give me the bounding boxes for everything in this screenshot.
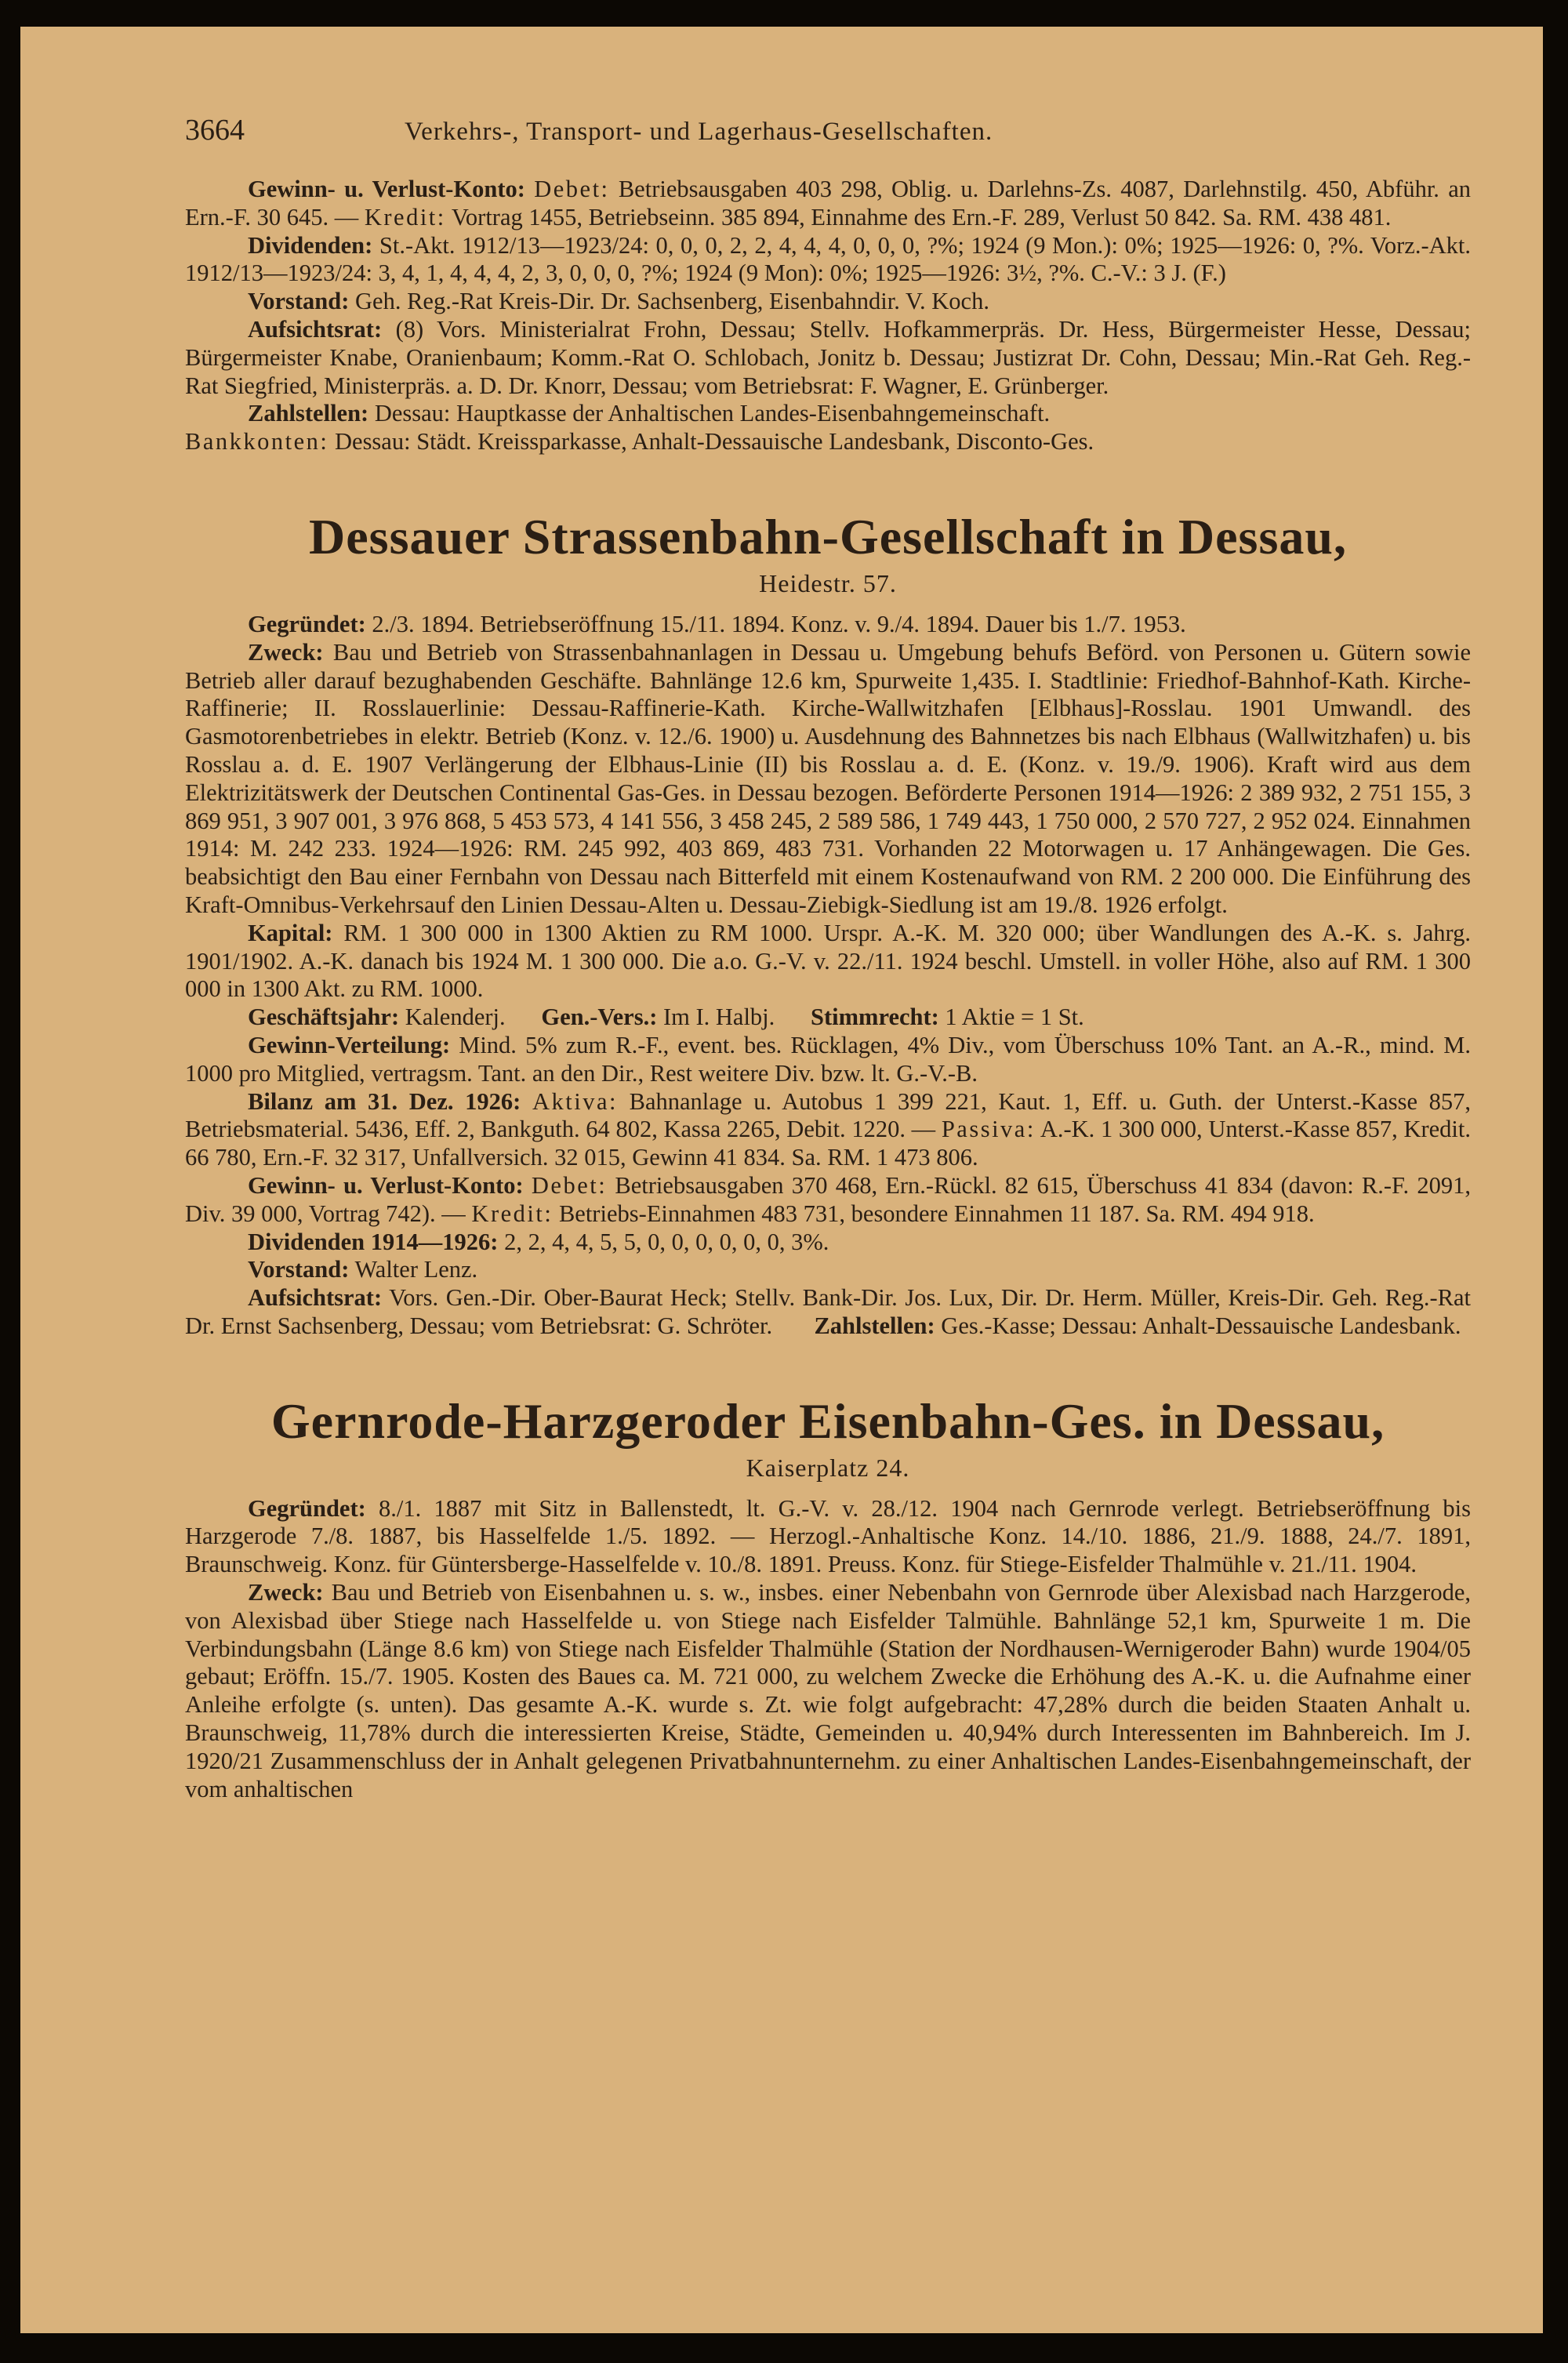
kredit-label: Kredit: <box>364 203 446 230</box>
company-title-dessauer-strassenbahn: Dessauer Strassenbahn-Gesellschaft in Dessau, <box>309 508 1347 564</box>
entry-text: Bau und Betrieb von Strassenbahnanlagen in Dessau u. Umgebung behufs Beförd. von Personen u. Gütern sowie Betrieb aller darauf bezughabenden Geschäfte. Bahnlänge 12.6 km, Spurweite 1,435. I. Stadtlinie: Friedhof-Bahnhof-Kath. Kirche-Raffinerie; II. Rosslauerlinie: Dessau-Raffinerie-Kath. Kirche-Wallwitzhafen [Elbhaus]-Rosslau. 1901 Umwandl. des Gasmotorenbetriebes in elektr. Betrieb (Konz. v. 12./6. 1900) u. Ausdehnung des Bahnnetzes bis nach Elbhaus (Wallwitzhafen) u. bis Rosslau a. d. E. 1907 Verlängerung der Elbhaus-Linie (II) bis Rosslau a. d. E. (Konz. v. 19./9. 1906). Kraft wird aus dem Elektrizitätswerk der Deutschen Continental Gas-Ges. in Dessau bezogen. Beförderte Personen 1914—1926: 2 389 932, 2 751 155, 3 869 951, 3 907 001, 3 976 868, 5 453 573, 4 141 556, 3 458 245, 2 589 586, 1 749 443, 1 750 000, 2 570 727, 2 952 024. Einnahmen 1914: M. 242 233. 1924—1926: RM. 245 992, 403 869, 483 731. Vorhanden 22 Motorwagen u. 17 Anhängewagen. Die Ges. beabsichtigt den Bau einer Fernbahn von Dessau nach Bitterfeld mit einem Kostenaufwand von RM. 2 200 000. Die Einführung des Kraft-Omnibus-Verkehrsauf den Linien Dessau-Alten u. Dessau-Ziebigk-Siedlung ist am 19./8. 1926 erfolgt. <box>185 638 1471 918</box>
entry-label: Geschäftsjahr: <box>248 1004 400 1031</box>
entry-text: (8) Vors. Ministerialrat Frohn, Dessau; Stellv. Hofkammerpräs. Dr. Hess, Bürgermeister Hesse, Dessau; Bürgermeister Knabe, Oranienbaum; Komm.-Rat O. Schlobach, Jonitz b. Dessau; Justizrat Dr. Cohn, Dessau; Min.-Rat Geh. Reg.-Rat Siegfried, Ministerpräs. a. D. Dr. Knorr, Dessau; vom Betriebsrat: F. Wagner, E. Grünberger. <box>185 315 1472 399</box>
entry-text: Dessau: Hauptkasse der Anhaltischen Landes-Eisenbahngemeinschaft. <box>374 400 1051 427</box>
entry-label: Vorstand: <box>248 1256 350 1283</box>
running-head <box>185 113 1471 147</box>
entry-label: Zweck: <box>248 1579 324 1606</box>
entry-label: Vorstand: <box>248 288 350 315</box>
zweck-entry <box>185 1579 1471 1803</box>
gegruendet-entry <box>185 611 1471 639</box>
entry-label: Gewinn- u. Verlust-Konto: <box>248 176 525 202</box>
book-page <box>20 27 1543 2333</box>
company-title-gernrode-harzgeroder: Gernrode-Harzgeroder Eisenbahn-Ges. in Dessau, <box>270 1392 1385 1449</box>
entry-text: Mind. 5% zum R.-F., event. bes. Rücklagen, 4% Div., vom Überschuss 10% Tant. an A.-R., mind. M. 1000 pro Mitglied, vertragsm. Tant. an den Dir., Rest weitere Div. bzw. lt. G.-V.-B. <box>185 1031 1472 1087</box>
entry-label: Kapital: <box>248 919 333 946</box>
prev-bankkonten-entry <box>185 428 1471 456</box>
kredit-text: Vortrag 1455, Betriebseinn. 385 894, Einnahme des Ern.-F. 289, Verlust 50 842. Sa. RM. 438 481. <box>451 203 1392 230</box>
debet-text: Betriebsausgaben 403 298, Oblig. u. Darlehns-Zs. 4087, Darlehnstilg. 450, Abführ. an Ern.-F. 30 645. — <box>185 176 1472 230</box>
gegruendet-entry <box>185 1495 1471 1579</box>
entry-text: St.-Akt. 1912/13—1923/24: 0, 0, 0, 2, 2, 4, 4, 4, 0, 0, 0, ?%; 1924 (9 Mon.): 0%; 1925—1926: 0, ?%. Vorz.-Akt. 1912/13—1923/24: 3, 4, 1, 4, 4, 4, 2, 3, 0, 0, 0, ?%; 1924 (9 Mon): 0%; 1925—1926: 3½, ?%. C.-V.: 3 J. (F.) <box>185 231 1471 287</box>
entry-text: RM. 1 300 000 in 1300 Aktien zu RM 1000. Urspr. A.-K. M. 320 000; über Wandlungen des A.-K. s. Jahrg. 1901/1902. A.-K. danach bis 1924 M. 1 300 000. Die a.o. G.-V. v. 22./11. 1924 beschl. Umstell. in voller Höhe, also auf RM. 1 300 000 in 1300 Akt. zu RM. 1000. <box>185 919 1472 1003</box>
entry-text: Bau und Betrieb von Eisenbahnen u. s. w., insbes. einer Nebenbahn von Gernrode über Alexisbad nach Harzgerode, von Alexisbad über Stiege nach Hasselfelde u. von Stiege nach Eisfelder Talmühle. Bahnlänge 52,1 km, Spurweite 1 m. Die Verbindungsbahn (Länge 8.6 km) von Stiege nach Eisfelder Thalmühle (Station der Nordhausen-Wernigeroder Bahn) wurde 1904/05 gebaut; Eröffn. 15./7. 1905. Kosten des Baues ca. M. 721 000, zu welchem Zwecke die Erhöhung des A.-K. u. die Aufnahme einer Anleihe erfolgte (s. unten). Das gesamte A.-K. wurde s. Zt. wie folgt aufgebracht: 47,28% durch die beiden Staaten Anhalt u. Braunschweig, 11,78% durch die interessierten Kreise, Städte, Gemeinden u. 40,94% durch Interessenten im Bahnbereich. Im J. 1920/21 Zusammenschluss der in Anhalt gelegenen Privatbahnunternehm. zu einer Anhaltischen Landes-Eisenbahngemeinschaft, der vom anhaltischen <box>185 1579 1472 1802</box>
company-address: Kaiserplatz 24. <box>746 1453 910 1482</box>
entry-label: Zahlstellen: <box>248 400 369 427</box>
passiva-label: Passiva: <box>941 1116 1036 1143</box>
stimmrecht-label: Stimmrecht: <box>811 1004 939 1031</box>
stimmrecht-text: 1 Aktie = 1 St. <box>945 1004 1084 1031</box>
entry-text: Walter Lenz. <box>354 1256 478 1283</box>
prev-zahlstellen-entry <box>185 400 1471 428</box>
entry-label: Gewinn- u. Verlust-Konto: <box>248 1171 524 1199</box>
dividenden-entry <box>185 1229 1471 1257</box>
entry-text: 2./3. 1894. Betriebseröffnung 15./11. 1894. Konz. v. 9./4. 1894. Dauer bis 1./7. 1953. <box>372 610 1186 637</box>
debet-text: Betriebsausgaben 370 468, Ern.-Rückl. 82 615, Überschuss 41 834 (davon: R.-F. 2091, Div. 39 000, Vortrag 742). — <box>185 1171 1471 1227</box>
entry-label: Bilanz am 31. Dez. 1926: <box>248 1087 521 1115</box>
kredit-text: Betriebs-Einnahmen 483 731, besondere Einnahmen 11 187. Sa. RM. 494 918. <box>558 1200 1315 1227</box>
entry-label: Gewinn-Verteilung: <box>248 1031 451 1058</box>
genvers-text: Im I. Halbj. <box>662 1004 775 1031</box>
entry-label: Bankkonten: <box>185 428 329 456</box>
entry-text: Kalenderj. <box>405 1004 506 1031</box>
kredit-label: Kredit: <box>471 1200 554 1227</box>
geschaeftsjahr-entry <box>185 1004 1471 1032</box>
aktiva-text: Bahnanlage u. Autobus 1 399 221, Kaut. 1, Eff. u. Guth. der Unterst.-Kasse 857, Betriebsmaterial. 5436, Eff. 2, Bankguth. 64 802, Kassa 2265, Debit. 1220. — <box>185 1087 1472 1143</box>
entry-label: Aufsichtsrat: <box>248 1284 383 1312</box>
debet-label: Debet: <box>531 1171 608 1199</box>
entry-text: Vors. Gen.-Dir. Ober-Baurat Heck; Stellv. Bank-Dir. Jos. Lux, Dir. Dr. Herm. Müller, Kreis-Dir. Geh. Reg.-Rat Dr. Ernst Sachsenberg, Dessau; vom Betriebsrat: G. Schröter. <box>185 1284 1472 1339</box>
page-number: 3664 <box>185 114 245 147</box>
prev-dividenden-entry <box>185 232 1471 289</box>
vorstand-entry <box>185 1256 1471 1284</box>
entry-label: Zweck: <box>248 638 324 666</box>
entry-label: Aufsichtsrat: <box>248 315 383 343</box>
zahlstellen-label: Zahlstellen: <box>814 1312 935 1339</box>
genvers-label: Gen.-Vers.: <box>541 1004 658 1031</box>
page-content <box>185 113 1471 1803</box>
prev-vorstand-entry <box>185 288 1471 316</box>
entry-text: 8./1. 1887 mit Sitz in Ballenstedt, lt. G.-V. v. 28./12. 1904 nach Gernrode verlegt. Betriebseröffnung bis Harzgerode 7./8. 1887, bis Hasselfelde 1./5. 1892. — Herzogl.-Anhaltische Konz. 14./10. 1886, 21./9. 1888, 24./7. 1891, Braunschweig. Konz. für Güntersberge-Hasselfelde v. 10./8. 1891. Preuss. Konz. für Stiege-Eisfelder Thalmühle v. 21./11. 1904. <box>185 1494 1472 1578</box>
debet-label: Debet: <box>534 176 610 202</box>
prev-gewinn-verlust-entry <box>185 176 1471 232</box>
gewinnverteilung-entry <box>185 1032 1471 1088</box>
aufsichtsrat-entry <box>185 1284 1471 1341</box>
entry-label: Gegründet: <box>248 1494 366 1522</box>
entry-label: Dividenden 1914—1926: <box>248 1228 499 1255</box>
company-address: Heidestr. 57. <box>759 568 897 597</box>
entry-text: Dessau: Städt. Kreissparkasse, Anhalt-Dessauische Landesbank, Disconto-Ges. <box>335 428 1094 456</box>
bilanz-entry <box>185 1088 1471 1172</box>
zahlstellen-text: Ges.-Kasse; Dessau: Anhalt-Dessauische Landesbank. <box>941 1312 1461 1339</box>
entry-text: 2, 2, 4, 4, 5, 5, 0, 0, 0, 0, 0, 0, 3%. <box>504 1228 829 1255</box>
running-title: Verkehrs-, Transport- und Lagerhaus-Gesellschaften. <box>405 118 993 146</box>
gewinn-verlust-entry <box>185 1172 1471 1229</box>
entry-text: Geh. Reg.-Rat Kreis-Dir. Dr. Sachsenberg, Eisenbahndir. V. Koch. <box>355 288 989 315</box>
prev-aufsichtsrat-entry <box>185 316 1471 400</box>
aktiva-label: Aktiva: <box>532 1087 618 1115</box>
kapital-entry <box>185 920 1471 1004</box>
zweck-entry <box>185 639 1471 920</box>
entry-label: Gegründet: <box>248 610 366 637</box>
passiva-text: A.-K. 1 300 000, Unterst.-Kasse 857, Kredit. 66 780, Ern.-F. 32 317, Unfallversich. 32 015, Gewinn 41 834. Sa. RM. 1 473 806. <box>185 1116 1471 1171</box>
entry-label: Dividenden: <box>248 231 373 259</box>
